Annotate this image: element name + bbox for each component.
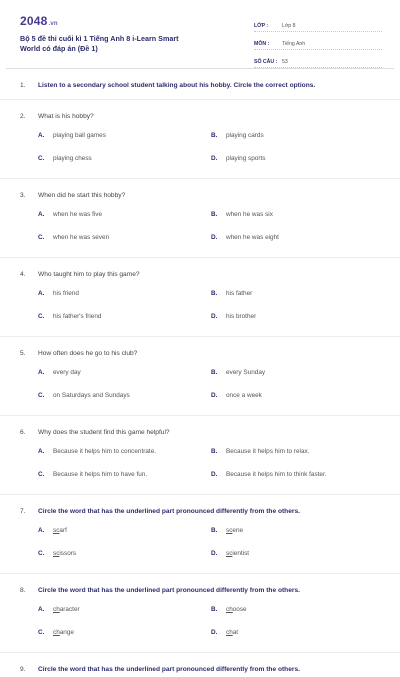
answer-option[interactable] <box>38 228 211 251</box>
option-letter: B. <box>211 527 218 534</box>
worksheet-title: Bộ 5 đề thi cuối kì 1 Tiếng Anh 8 i-Learn Smart World có đáp án (Đề 1) <box>20 34 179 53</box>
answer-option[interactable] <box>38 307 211 330</box>
option-text-post: oose <box>232 606 247 613</box>
header-info <box>254 14 382 65</box>
option-letter: A. <box>38 132 45 139</box>
option-letter: A. <box>38 369 45 376</box>
question-separator <box>0 652 400 653</box>
answer-option[interactable] <box>211 465 384 488</box>
question-text: Circle the word that has the underlined part pronounced differently from the others. <box>38 508 300 515</box>
option-text: his father's friend <box>53 313 102 320</box>
option-text <box>53 526 67 535</box>
option-text: his father <box>226 290 253 297</box>
option-text: Because it helps him to relax. <box>226 448 310 455</box>
question-text: Listen to a secondary school student talking about his hobby. Circle the correct options. <box>38 82 316 89</box>
option-text: playing cards <box>226 132 264 139</box>
question-text: Why does the student find this game helpful? <box>38 429 170 436</box>
answer-options <box>20 126 384 172</box>
answer-option[interactable] <box>211 442 384 465</box>
option-underlined-part: sc <box>226 550 233 557</box>
option-letter: A. <box>38 527 45 534</box>
logo-text: 2048 <box>20 14 48 28</box>
option-letter: B. <box>211 369 218 376</box>
option-text <box>226 549 249 558</box>
question-separator <box>0 257 400 258</box>
question-list <box>0 69 400 677</box>
option-text <box>226 526 243 535</box>
site-logo[interactable] <box>20 14 254 28</box>
answer-option[interactable] <box>211 363 384 386</box>
option-letter: B. <box>211 606 218 613</box>
answer-option[interactable] <box>38 205 211 228</box>
question-separator <box>0 99 400 100</box>
option-text <box>53 605 80 614</box>
info-value: Lớp 8 <box>282 23 296 29</box>
option-text: his brother <box>226 313 257 320</box>
option-text-post: ene <box>232 527 244 534</box>
option-letter: A. <box>38 290 45 297</box>
option-letter: D. <box>211 471 218 478</box>
option-text-post: ange <box>59 629 74 636</box>
answer-option[interactable] <box>38 386 211 409</box>
option-letter: C. <box>38 234 45 241</box>
question-stem <box>20 586 384 598</box>
option-text-post: ientist <box>232 550 250 557</box>
answer-option[interactable] <box>211 126 384 149</box>
answer-option[interactable] <box>211 205 384 228</box>
option-text-post: aracter <box>59 606 80 613</box>
option-text: Because it helps him to concentrate. <box>53 448 157 455</box>
option-letter: D. <box>211 629 218 636</box>
option-letter: B. <box>211 290 218 297</box>
info-row-subject <box>254 34 382 50</box>
question-text: What is his hobby? <box>38 113 94 120</box>
option-text: when he was six <box>226 211 273 218</box>
question-number: 6. <box>20 429 26 436</box>
question-number: 2. <box>20 113 26 120</box>
option-letter: D. <box>211 550 218 557</box>
answer-option[interactable] <box>211 307 384 330</box>
question-5 <box>0 349 400 409</box>
answer-option[interactable] <box>38 442 211 465</box>
option-letter: A. <box>38 211 45 218</box>
question-number: 3. <box>20 192 26 199</box>
answer-options <box>20 284 384 330</box>
question-separator <box>0 494 400 495</box>
option-letter: C. <box>38 392 45 399</box>
info-label: MÔN : <box>254 41 270 47</box>
option-letter: B. <box>211 211 218 218</box>
option-text <box>226 605 247 614</box>
answer-option[interactable] <box>211 623 384 646</box>
option-text <box>53 628 74 637</box>
info-label: SỐ CÂU : <box>254 59 278 65</box>
question-separator <box>0 415 400 416</box>
question-stem <box>20 191 384 203</box>
option-text: playing chess <box>53 155 92 162</box>
answer-option[interactable] <box>38 149 211 172</box>
option-letter: C. <box>38 313 45 320</box>
question-stem <box>20 428 384 440</box>
option-letter: B. <box>211 448 218 455</box>
option-underlined-part: ch <box>53 606 60 613</box>
answer-option[interactable] <box>38 544 211 567</box>
question-2 <box>0 112 400 172</box>
logo-suffix: .vn <box>48 21 58 27</box>
option-text-post: arf <box>59 527 67 534</box>
answer-options <box>20 363 384 409</box>
question-1 <box>0 81 400 93</box>
option-underlined-part: ch <box>53 629 60 636</box>
option-letter: D. <box>211 155 218 162</box>
answer-option[interactable] <box>38 126 211 149</box>
answer-option[interactable] <box>38 600 211 623</box>
answer-option[interactable] <box>38 284 211 307</box>
option-text <box>226 628 238 637</box>
question-9 <box>0 665 400 677</box>
info-row-class <box>254 16 382 32</box>
option-text <box>53 549 76 558</box>
worksheet-header <box>0 0 400 65</box>
question-text: Circle the word that has the underlined part pronounced differently from the others. <box>38 666 300 673</box>
info-value: 53 <box>282 59 288 65</box>
question-number: 1. <box>20 82 26 89</box>
option-letter: C. <box>38 155 45 162</box>
option-text: when he was eight <box>226 234 279 241</box>
header-left <box>20 14 254 62</box>
answer-option[interactable] <box>211 544 384 567</box>
answer-options <box>20 521 384 567</box>
option-letter: D. <box>211 313 218 320</box>
question-number: 5. <box>20 350 26 357</box>
question-stem <box>20 507 384 519</box>
option-letter: A. <box>38 448 45 455</box>
option-text: every Sunday <box>226 369 266 376</box>
question-text: When did he start this hobby? <box>38 192 126 199</box>
question-stem <box>20 112 384 124</box>
option-letter: B. <box>211 132 218 139</box>
question-text: Circle the word that has the underlined part pronounced differently from the others. <box>38 587 300 594</box>
option-letter: C. <box>38 629 45 636</box>
answer-option[interactable] <box>211 600 384 623</box>
option-text: Because it helps him to think faster. <box>226 471 327 478</box>
question-8 <box>0 586 400 646</box>
info-value: Tiếng Anh <box>282 41 306 47</box>
answer-option[interactable] <box>38 521 211 544</box>
option-text: when he was seven <box>53 234 110 241</box>
option-text-post: issors <box>59 550 77 557</box>
answer-options <box>20 205 384 251</box>
question-stem <box>20 81 384 93</box>
answer-option[interactable] <box>211 284 384 307</box>
option-underlined-part: sc <box>53 550 60 557</box>
question-number: 9. <box>20 666 26 673</box>
answer-option[interactable] <box>38 623 211 646</box>
question-number: 8. <box>20 587 26 594</box>
answer-option[interactable] <box>211 386 384 409</box>
option-letter: D. <box>211 234 218 241</box>
option-text: every day <box>53 369 81 376</box>
option-underlined-part: sc <box>226 527 233 534</box>
info-row-count <box>254 52 382 68</box>
option-letter: C. <box>38 550 45 557</box>
option-text: on Saturdays and Sundays <box>53 392 130 399</box>
question-separator <box>0 178 400 179</box>
answer-options <box>20 600 384 646</box>
option-text: playing ball games <box>53 132 106 139</box>
answer-option[interactable] <box>211 228 384 251</box>
answer-options <box>20 442 384 488</box>
info-label: LỚP : <box>254 23 269 29</box>
option-text: Because it helps him to have fun. <box>53 471 148 478</box>
option-underlined-part: ch <box>226 629 233 636</box>
question-number: 7. <box>20 508 26 515</box>
question-4 <box>0 270 400 330</box>
option-letter: A. <box>38 606 45 613</box>
option-letter: C. <box>38 471 45 478</box>
option-underlined-part: ch <box>226 606 233 613</box>
question-6 <box>0 428 400 488</box>
question-7 <box>0 507 400 567</box>
question-text: How often does he go to his club? <box>38 350 138 357</box>
option-text-post: at <box>232 629 239 636</box>
answer-option[interactable] <box>211 149 384 172</box>
question-separator <box>0 573 400 574</box>
option-text: when he was five <box>53 211 103 218</box>
option-underlined-part: sc <box>53 527 60 534</box>
question-separator <box>0 336 400 337</box>
option-text: playing sports <box>226 155 266 162</box>
answer-option[interactable] <box>38 363 211 386</box>
question-stem <box>20 349 384 361</box>
question-number: 4. <box>20 271 26 278</box>
option-letter: D. <box>211 392 218 399</box>
question-text: Who taught him to play this game? <box>38 271 140 278</box>
question-stem <box>20 665 384 677</box>
question-3 <box>0 191 400 251</box>
question-stem <box>20 270 384 282</box>
option-text: once a week <box>226 392 262 399</box>
answer-option[interactable] <box>211 521 384 544</box>
option-text: his friend <box>53 290 79 297</box>
answer-option[interactable] <box>38 465 211 488</box>
